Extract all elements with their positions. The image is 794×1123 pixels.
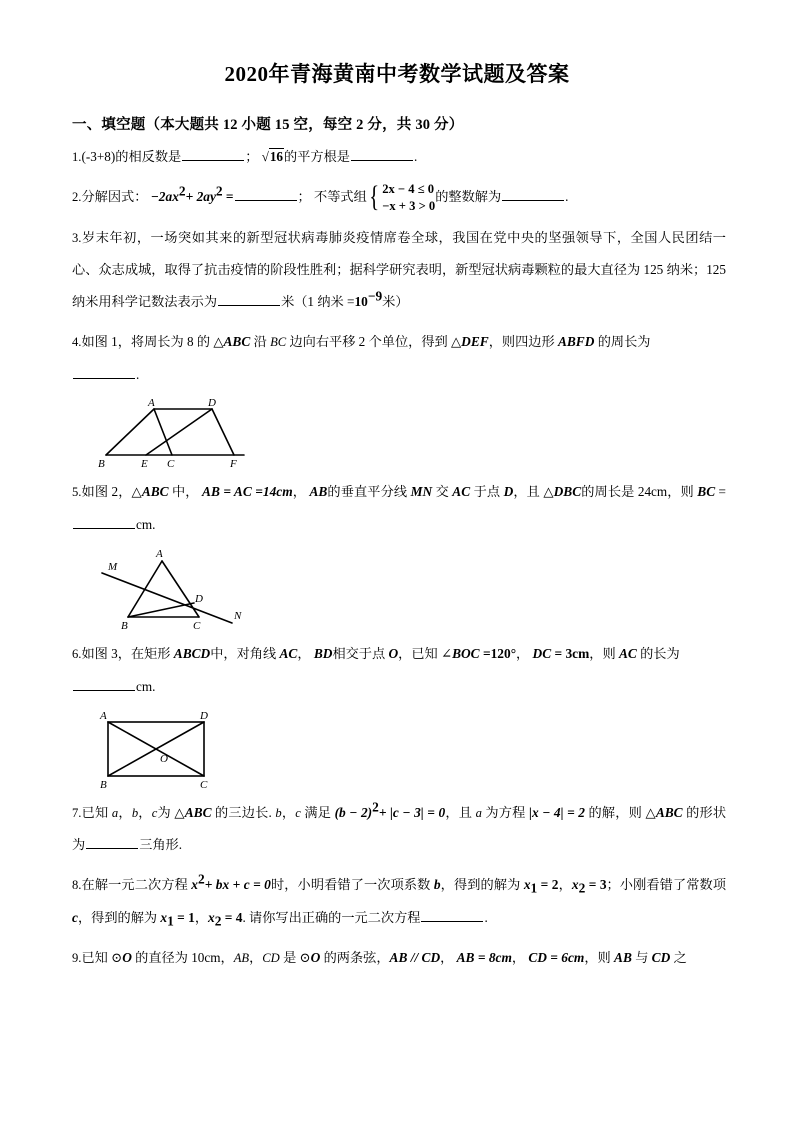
- question-9-text-a: 已知 ⊙: [81, 949, 123, 965]
- quadratic-x: x: [191, 876, 198, 892]
- question-8-text-c: ，得到的解为: [440, 876, 524, 892]
- var-a-2: a: [475, 805, 482, 820]
- question-5-text-a: 如图 2，△: [81, 484, 142, 500]
- segment-dc-value: = 3cm: [551, 646, 590, 662]
- angle-boc-value: =120°: [479, 646, 517, 662]
- question-3-text-b: 米（1 纳米 =: [281, 294, 355, 310]
- vertex-label-A: A: [156, 548, 163, 561]
- answer-blank[interactable]: [73, 678, 135, 692]
- inequality-row-1: 2x − 4 ≤ 0: [382, 181, 435, 196]
- answer-blank[interactable]: [421, 908, 483, 922]
- question-2-sep: ；: [297, 188, 311, 204]
- equation-abs-x-minus-4: |x − 4| = 2: [529, 804, 585, 820]
- question-2: [72, 181, 726, 215]
- inequality-system: [367, 181, 435, 215]
- point-d-label: D: [503, 484, 514, 500]
- q7-c1: ，: [118, 804, 132, 820]
- figure-3-svg: [94, 710, 224, 790]
- triangle-dbc-label: DBC: [553, 484, 582, 500]
- root-x2-sub: 2: [578, 880, 586, 896]
- diagonal-bd-label: BD: [313, 646, 333, 662]
- triangle-abc-label: ABC: [223, 334, 251, 350]
- triangle-def-label: DEF: [461, 334, 489, 350]
- vertex-label-C: C: [167, 458, 175, 470]
- question-5-number: 5.: [72, 485, 82, 500]
- question-1-sep: ；: [245, 149, 259, 165]
- expr-term-b-exponent: 2: [215, 183, 223, 199]
- power-exponent: −9: [367, 288, 383, 304]
- question-5-text-d: 的垂直平分线: [327, 484, 411, 500]
- question-9-text-f: 与: [631, 949, 652, 965]
- question-7-text-h: 的形状为: [72, 804, 727, 853]
- answer-blank[interactable]: [235, 187, 297, 201]
- diagonal-ac-label-2: AC: [618, 646, 637, 662]
- q7-c2: ，: [138, 804, 152, 820]
- coefficient-b: b: [433, 876, 441, 892]
- power-base: 10: [354, 294, 368, 310]
- line-mn-label: MN: [410, 484, 433, 500]
- figure-3-rectangle-diagonals: [94, 710, 726, 790]
- root-x1: x: [523, 876, 531, 892]
- quad-abfd-label: ABFD: [557, 334, 595, 350]
- var-b-2: b: [275, 805, 282, 820]
- question-5-text-b: 中，: [168, 484, 199, 500]
- question-9-number: 9.: [72, 950, 82, 965]
- vertex-label-B: B: [98, 458, 105, 470]
- answer-blank[interactable]: [351, 148, 413, 162]
- question-7-text-d: 满足: [300, 804, 335, 820]
- question-2-number: 2.: [72, 189, 82, 204]
- equals-sign: =: [225, 188, 234, 204]
- question-4-number: 4.: [72, 335, 82, 350]
- section-heading-fill-in-blanks: 一、填空题（本大题共 12 小题 15 空，每空 2 分，共 30 分）: [72, 117, 464, 134]
- quadratic-exponent: 2: [197, 871, 205, 887]
- question-7-text-f: 为方程: [481, 804, 530, 820]
- question-3-text-c: 米）: [382, 294, 409, 310]
- var-b: b: [131, 805, 139, 820]
- question-7-number: 7.: [72, 805, 82, 820]
- figure-1-translated-triangle: [94, 397, 726, 469]
- answer-blank[interactable]: [218, 293, 280, 307]
- question-2-period: .: [565, 188, 569, 204]
- question-6-text-e: ，已知 ∠: [398, 646, 453, 662]
- var-c-2: c: [295, 805, 301, 820]
- question-3-text: 岁末年初，一场突如其来的新型冠状病毒肺炎疫情席卷全球，我国在党中央的坚强领导下，全国人民团结一心、众志成城，取得了抗击疫情的阶段性胜利；据科学研究表明，新型冠状病毒颗粒的最大直径为 125 纳米；125 纳米用科学记数法表示为: [72, 229, 726, 310]
- root2-x2-sub: 2: [214, 913, 222, 929]
- equation-ab-ac: AB = AC =14cm: [202, 484, 293, 500]
- quadratic-rest: + bx + c = 0: [204, 876, 271, 892]
- question-5-text-c: ，: [292, 484, 307, 500]
- figure-2-perpendicular-bisector: [94, 547, 726, 631]
- question-5-text-f: 于点: [470, 484, 504, 500]
- root-x2: x: [571, 876, 579, 892]
- question-2-text-c: 的整数解为: [435, 188, 502, 204]
- chord-ab-label: AB: [233, 950, 250, 965]
- cd-length: CD = 6cm: [528, 949, 585, 965]
- circle-o-label-2: O: [310, 949, 321, 965]
- segment-bc-label: BC: [697, 484, 716, 500]
- root-x1-value: = 2: [537, 876, 559, 892]
- sqrt-16: [262, 141, 284, 173]
- chord-cd-label-2: CD: [651, 949, 671, 965]
- radicand: 16: [269, 149, 284, 165]
- question-8: [72, 869, 726, 935]
- vertex-label-C: C: [200, 778, 208, 790]
- angle-boc-label: BOC: [452, 646, 480, 662]
- question-6: [72, 638, 726, 703]
- vertex-label-B: B: [121, 620, 128, 632]
- triangle-abc-label: ABC: [141, 484, 169, 500]
- question-3-number: 3.: [72, 230, 82, 245]
- question-2-text-a: 分解因式：: [81, 188, 148, 204]
- question-6-text-h: 的长为: [636, 646, 680, 662]
- point-o-label: O: [388, 646, 399, 662]
- root2-x1-sub: 1: [167, 913, 174, 929]
- question-8-text-f: . 请你写出正确的一元二次方程: [242, 909, 421, 925]
- expression-exponent: 2: [372, 799, 379, 815]
- question-2-text-b: 不等式组: [314, 188, 367, 204]
- question-8-text-d: ；小刚看错了常数项: [606, 876, 727, 892]
- answer-blank[interactable]: [502, 187, 564, 201]
- page-title: 2020年青海黄南中考数学试题及答案: [224, 62, 570, 86]
- question-4-text-b: 沿: [250, 334, 271, 350]
- root-x2-value: = 3: [585, 876, 607, 892]
- segment-dc-label: DC: [532, 646, 552, 662]
- answer-blank[interactable]: [86, 836, 138, 850]
- question-6-text-a: 如图 3，在矩形: [81, 646, 174, 662]
- segment-ac-label: AC: [452, 484, 471, 500]
- root-x1-sub: 1: [530, 880, 538, 896]
- var-a: a: [111, 805, 119, 820]
- root2-x1: x: [160, 909, 168, 925]
- q8-c1: ，: [558, 876, 572, 892]
- expression-abs-c-minus-3: + |c − 3| = 0: [378, 804, 446, 820]
- answer-blank[interactable]: [182, 148, 244, 162]
- vertex-label-A: A: [148, 397, 155, 410]
- constant-c: c: [72, 909, 78, 925]
- question-9-text-g: 之: [670, 949, 687, 965]
- question-1-number: 1.: [72, 150, 82, 165]
- question-9-text-e: ，则: [584, 949, 615, 965]
- vertex-label-A: A: [100, 709, 107, 722]
- vertex-label-F: F: [230, 458, 237, 470]
- chord-ab-label-2: AB: [614, 949, 632, 965]
- question-9-text-b: 的直径为 10cm，: [131, 949, 234, 965]
- figure-1-svg: [94, 397, 264, 469]
- figure-2-svg: [94, 547, 269, 631]
- question-3: [72, 222, 726, 320]
- question-7-text-c: 的三边长.: [211, 804, 276, 820]
- root2-x2: x: [208, 909, 215, 925]
- question-5: [72, 476, 726, 541]
- question-5-unit: cm.: [136, 517, 156, 533]
- q9-c1: ，: [249, 949, 263, 965]
- expr-term-a-exponent: 2: [178, 183, 186, 199]
- question-6-text-c: ，: [297, 646, 311, 662]
- question-1-text-a: (-3+8)的相反数是: [81, 149, 182, 165]
- vertex-label-C: C: [193, 620, 201, 632]
- q9-c2: ，: [440, 949, 454, 965]
- question-7: [72, 797, 726, 862]
- parallel-statement: AB // CD: [389, 949, 441, 965]
- vertex-label-D: D: [200, 709, 208, 722]
- vertex-label-E: E: [141, 458, 148, 470]
- question-6-text-g: ，则: [589, 646, 619, 662]
- question-6-number: 6.: [72, 647, 82, 662]
- rectangle-abcd-label: ABCD: [173, 646, 211, 662]
- question-5-text-e: 交: [432, 484, 453, 500]
- question-8-text-b: 时，小明看错了一次项系数: [270, 876, 434, 892]
- question-9-text-d: 的两条弦，: [320, 949, 390, 965]
- question-7-text-g: 的解，则 △: [584, 804, 656, 820]
- root2-x2-value: = 4: [221, 909, 243, 925]
- question-7-tail: 三角形.: [139, 837, 183, 853]
- var-c: c: [151, 805, 158, 820]
- triangle-abc-label-2: ABC: [655, 804, 683, 820]
- question-4: [72, 326, 726, 391]
- question-9: [72, 942, 726, 975]
- vertex-label-D: D: [208, 397, 216, 410]
- question-7-text-e: ，且: [445, 804, 476, 820]
- triangle-abc-label: ABC: [184, 804, 212, 820]
- diagonal-ac-label: AC: [279, 646, 298, 662]
- question-8-number: 8.: [72, 877, 82, 892]
- question-8-period: .: [484, 909, 488, 925]
- question-4-text-d: ，则四边形: [488, 334, 558, 350]
- circle-o-label: O: [122, 949, 132, 965]
- question-8-text-e: ，得到的解为: [77, 909, 161, 925]
- vertex-label-B: B: [100, 778, 107, 790]
- question-1-text-b: 的平方根是: [284, 149, 350, 165]
- chord-cd-label: CD: [262, 950, 280, 965]
- question-6-text-f: ，: [516, 646, 530, 662]
- inequality-row-2: −x + 3 > 0: [382, 198, 436, 213]
- question-1-period: .: [413, 149, 418, 165]
- question-4-text-a: 如图 1，将周长为 8 的 △: [81, 334, 224, 350]
- question-7-text-a: 已知: [81, 804, 112, 820]
- question-5-text-i: =: [715, 484, 726, 500]
- vertex-label-O: O: [160, 752, 168, 765]
- expr-term-a: −2ax: [150, 188, 179, 204]
- question-4-text-e: 的周长为: [594, 334, 651, 350]
- question-4-text-c: 边向右平移 2 个单位，得到 △: [286, 334, 462, 350]
- left-brace-icon: {: [368, 180, 380, 214]
- question-4-period: .: [136, 366, 140, 382]
- q9-c3: ，: [511, 949, 526, 965]
- q8-c2: ，: [194, 909, 208, 925]
- radical-sign: √: [261, 149, 269, 165]
- segment-ab-label: AB: [309, 484, 328, 500]
- question-7-text-b: 为 △: [157, 804, 185, 820]
- question-9-text-c: 是 ⊙: [279, 949, 311, 965]
- question-8-text-a: 在解一元二次方程: [81, 876, 192, 892]
- vertex-label-N: N: [234, 610, 242, 623]
- answer-blank[interactable]: [73, 516, 135, 530]
- q7-c3: ，: [281, 804, 296, 820]
- question-5-text-h: 的周长是 24cm，则: [581, 484, 698, 500]
- ab-length: AB = 8cm: [456, 949, 512, 965]
- vertex-label-M: M: [108, 561, 118, 574]
- question-6-text-d: 相交于点: [332, 646, 389, 662]
- segment-bc-label: BC: [270, 335, 287, 350]
- question-6-unit: cm.: [136, 679, 156, 695]
- expr-term-b: + 2ay: [185, 188, 216, 204]
- answer-blank[interactable]: [73, 365, 135, 379]
- question-1: [72, 141, 726, 173]
- question-5-text-g: ，且 △: [513, 484, 554, 500]
- document-body: [0, 113, 794, 974]
- vertex-label-D: D: [195, 593, 203, 606]
- root2-x1-value: = 1: [173, 909, 195, 925]
- expression-b-minus-2: (b − 2): [334, 804, 373, 820]
- question-6-text-b: 中，对角线: [210, 646, 280, 662]
